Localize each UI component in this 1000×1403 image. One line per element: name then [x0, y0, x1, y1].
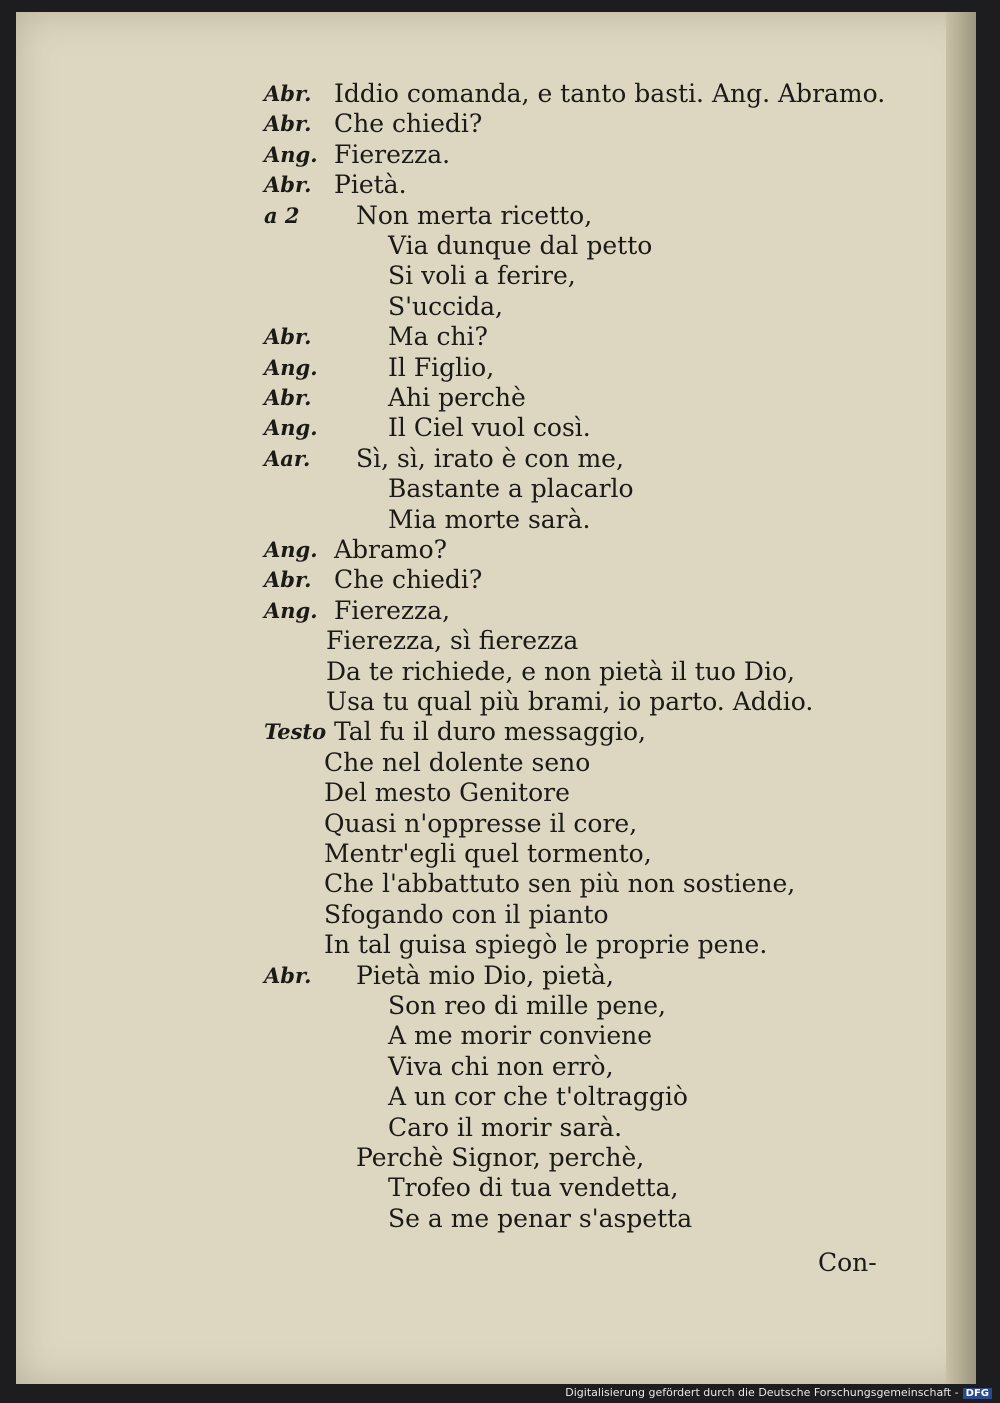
text-line: [16, 565, 956, 595]
verse-text: A me morir conviene: [388, 1021, 653, 1051]
text-line: [16, 444, 956, 474]
speaker-label: Testo: [264, 719, 327, 745]
speaker-label: Abr.: [264, 324, 312, 350]
verse-text: Tal fu il duro messaggio,: [334, 717, 646, 747]
speaker-label: Ang.: [264, 537, 318, 562]
speaker-label: Abr.: [264, 567, 312, 593]
verse-text: Ahi perchè: [388, 383, 526, 412]
verse-text: Son reo di mille pene,: [388, 991, 666, 1020]
verse-text: Bastante a placarlo: [388, 474, 634, 504]
document-page: [16, 12, 976, 1384]
text-line: [16, 505, 956, 535]
verse-text: Quasi n'oppresse il core,: [324, 808, 638, 838]
footer-text: Digitalisierung gefördert durch die Deutsche Forschungsgemeinschaft -: [565, 1386, 959, 1399]
verse-text: Ma chi?: [388, 322, 488, 352]
text-line: [16, 1052, 956, 1082]
verse-text: Che nel dolente seno: [324, 747, 591, 777]
verse-text: Del mesto Genitore: [324, 778, 570, 808]
text-line: [16, 383, 956, 413]
text-line: [16, 322, 956, 352]
text-line: [16, 991, 956, 1021]
text-line: [16, 109, 956, 139]
verse-text: Caro il morir sarà.: [388, 1112, 623, 1142]
verse-text: Il Figlio,: [388, 352, 495, 382]
verse-text: Sfogando con il pianto: [324, 899, 609, 929]
text-line: [16, 201, 956, 231]
footer-credit: [0, 1386, 1000, 1403]
verse-text: Mia morte sarà.: [388, 504, 591, 534]
speaker-label: Abr.: [264, 111, 312, 137]
verse-text: Che chiedi?: [334, 565, 483, 595]
speaker-label: Abr.: [264, 81, 312, 106]
text-line: [16, 1113, 956, 1143]
text-line: [16, 930, 956, 960]
dfg-logo: DFG: [963, 1388, 992, 1399]
text-line: [16, 778, 956, 808]
text-line: [16, 869, 956, 899]
text-line: [16, 626, 956, 656]
verse-text: Che chiedi?: [334, 109, 483, 139]
text-line: [16, 657, 956, 687]
text-line: [16, 170, 956, 200]
verse-text: Se a me penar s'aspetta: [388, 1203, 693, 1233]
text-line: [16, 748, 956, 778]
verse-text: Fierezza, sì fierezza: [326, 626, 579, 656]
text-line: [16, 900, 956, 930]
verse-text: Il Ciel vuol così.: [388, 413, 591, 443]
text-line: [16, 809, 956, 839]
speaker-label: Ang.: [264, 597, 318, 623]
speaker-label: Ang.: [264, 415, 318, 441]
verse-text: Pietà mio Dio, pietà,: [356, 960, 614, 990]
speaker-label: Abr.: [264, 385, 312, 410]
text-line: [16, 596, 956, 626]
text-line: [16, 1204, 956, 1234]
verse-text: Viva chi non errò,: [388, 1051, 614, 1081]
text-line: [16, 687, 956, 717]
verse-text: Fierezza,: [334, 595, 451, 625]
speaker-label: Abr.: [264, 962, 312, 988]
speaker-label: a 2: [264, 202, 300, 228]
speaker-label: Ang.: [264, 354, 318, 380]
text-line: [16, 535, 956, 565]
text-line: [16, 261, 956, 291]
verse-text: Abramo?: [334, 535, 448, 564]
speaker-label: Ang.: [264, 141, 318, 167]
verse-text: Da te richiede, e non pietà il tuo Dio,: [326, 656, 795, 686]
verse-text: Usa tu qual più brami, io parto. Addio.: [326, 687, 814, 716]
speaker-label: Abr.: [264, 172, 312, 198]
text-line: [16, 292, 956, 322]
verse-text: Si voli a ferire,: [388, 261, 576, 291]
text-line: [16, 717, 956, 747]
text-line: [16, 1173, 956, 1203]
text-line: [16, 413, 956, 443]
speaker-label: Aar.: [264, 445, 311, 471]
verse-text: Sì, sì, irato è con me,: [356, 443, 624, 473]
text-line: [16, 1021, 956, 1051]
verse-text: Che l'abbattuto sen più non sostiene,: [324, 869, 796, 899]
verse-text: Non merta ricetto,: [356, 200, 593, 230]
catchword: Con-: [818, 1248, 877, 1277]
text-line: [16, 1143, 956, 1173]
verse-text: Mentr'egli quel tormento,: [324, 839, 652, 868]
verse-text: A un cor che t'oltraggiò: [388, 1082, 688, 1112]
verse-text: S'uccida,: [388, 291, 503, 321]
text-line: [16, 474, 956, 504]
verse-text: Pietà.: [334, 170, 407, 200]
text-line: [16, 140, 956, 170]
verse-text: Perchè Signor, perchè,: [356, 1143, 645, 1172]
text-line: [16, 79, 956, 109]
verse-text: In tal guisa spiegò le proprie pene.: [324, 930, 768, 960]
text-line: [16, 1082, 956, 1112]
verse-text: Via dunque dal petto: [388, 231, 653, 260]
text-line: [16, 353, 956, 383]
verse-text: Trofeo di tua vendetta,: [388, 1173, 679, 1203]
verse-text: Fierezza.: [334, 139, 451, 169]
text-line: [16, 231, 956, 261]
text-line: [16, 839, 956, 869]
verse-text: Iddio comanda, e tanto basti. Ang. Abramo.: [334, 79, 886, 108]
text-line: [16, 961, 956, 991]
